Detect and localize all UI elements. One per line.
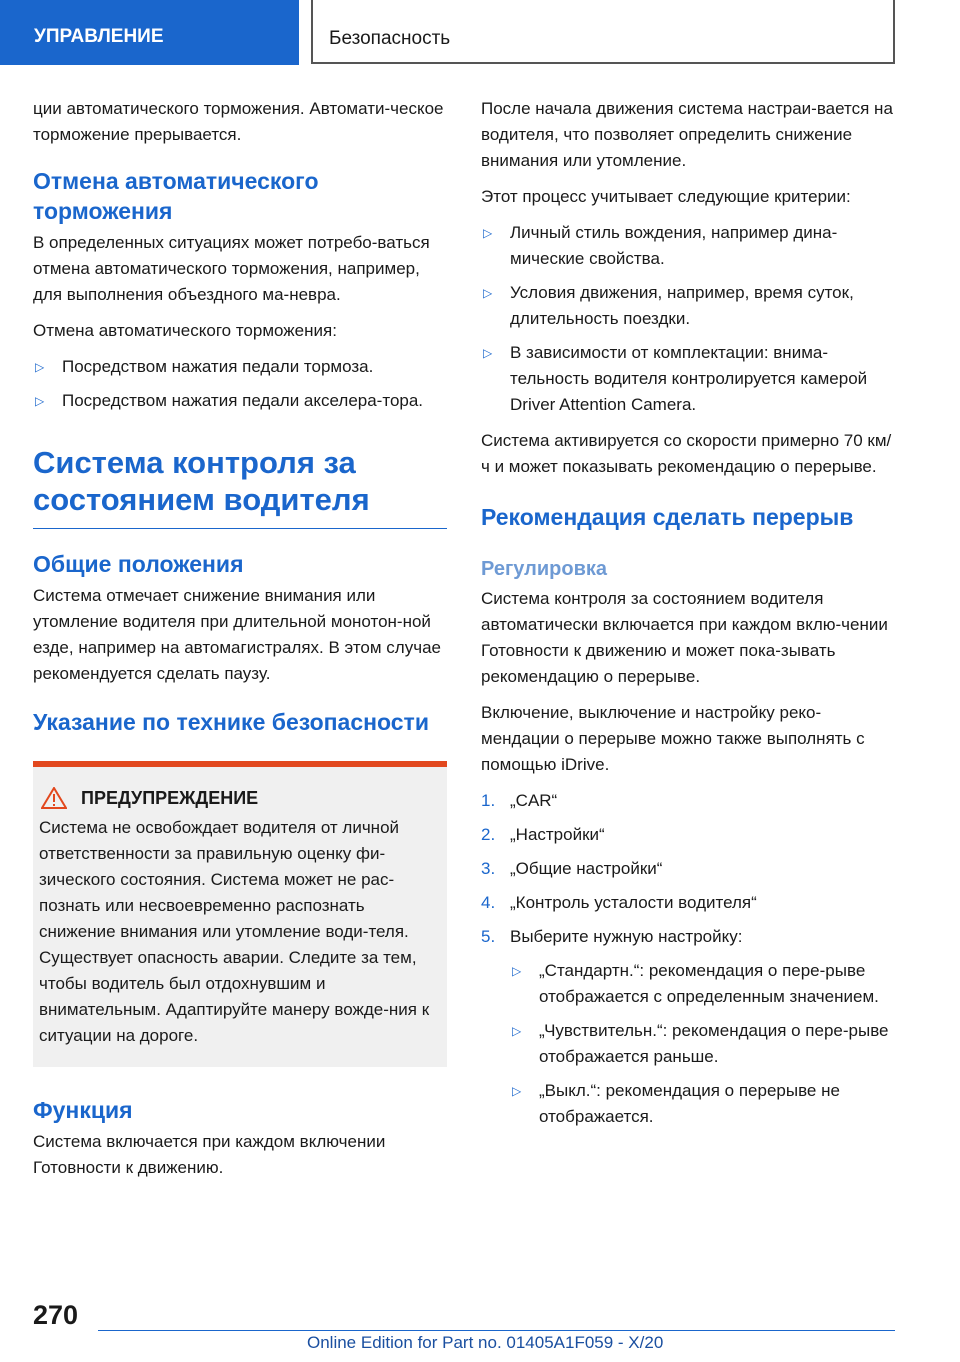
triangle-right-icon: ▷ (483, 226, 493, 240)
footer-edition-link[interactable]: Online Edition for Part no. 01405A1F059 - X/20 (307, 1333, 664, 1352)
list-item: ▷ Посредством нажатия педали тормоза. (33, 354, 447, 380)
triangle-right-icon: ▷ (512, 964, 522, 978)
steps-list (481, 788, 895, 1130)
criteria-list (481, 220, 895, 418)
adjustment-paragraph: Система контроля за состоянием водителя автоматически включается при каждом вклю-чении Готовности к движению и может пока-зывать рекомендацию о перерыве. (481, 589, 888, 686)
heading-safety: Указание по технике безопасности (33, 709, 429, 735)
triangle-right-icon: ▷ (512, 1024, 522, 1038)
heading-general: Общие положения (33, 551, 244, 577)
list-item: ▷ В зависимости от комплектации: внима-тельность водителя контролируется камерой Driver Attention Camera. (481, 340, 895, 418)
list-item: ▷ Личный стиль вождения, например дина-мические свойства. (481, 220, 895, 272)
footer-divider (98, 1330, 895, 1331)
function-paragraph: Система включается при каждом включении Готовности к движению. (33, 1132, 386, 1177)
right-column (481, 96, 895, 1140)
step-item: 2. „Настройки“ (481, 825, 605, 844)
step-item: 5. Выберите нужную настройку: ▷ „Стандартн.“: рекомендация о пере-рыве отображается с определенным значением. ▷ „Чувствительн.“: рекомендация о пере-рыве отображается раньше. ▷ „Выкл.“: рекомендация о перерыве не отображается. (481, 924, 895, 1130)
triangle-right-icon: ▷ (483, 346, 493, 360)
heading-function: Функция (33, 1097, 133, 1123)
triangle-right-icon: ▷ (35, 360, 45, 374)
step-item: 3. „Общие настройки“ (481, 859, 663, 878)
triangle-right-icon: ▷ (483, 286, 493, 300)
warning-header (41, 787, 441, 809)
warning-triangle-icon (41, 787, 67, 809)
heading-driver-monitoring: Система контроля за состоянием водителя (33, 444, 447, 529)
triangle-right-icon: ▷ (512, 1084, 522, 1098)
heading-cancel-braking: Отмена автоматического торможения (33, 168, 319, 224)
cancel-paragraph: В определенных ситуациях может потребо-ваться отмена автоматического торможения, например, для выполнения объездного ма-невра. (33, 233, 430, 304)
intro-paragraph: ции автоматического торможения. Автомати-ческое торможение прерывается. (33, 99, 444, 144)
general-paragraph: Система отмечает снижение внимания или утомление водителя при длительной монотон-ной езде, например на автомагистралях. В этом случае рекомендуется сделать паузу. (33, 586, 441, 683)
heading-adjustment: Регулировка (481, 558, 608, 580)
warning-text: Система не освобождает водителя от личной ответственности за правильную оценку фи-зического состояния. Система может не рас-познать или несвоевременно распознать снижение внимания или утомление води-теля. Существует опасность аварии. Следите за тем, чтобы водитель был отдохнувшим и внимательным. Адаптируйте манеру вожде-ния к ситуации на дороге. (39, 818, 430, 1045)
warning-box (33, 761, 447, 1067)
heading-break-recommendation: Рекомендация сделать перерыв (481, 504, 854, 530)
adapt-paragraph: После начала движения система настраи-вается на водителя, что позволяет определить снижение внимания или утомление. (481, 99, 893, 170)
list-item: ▷ „Стандартн.“: рекомендация о пере-рыве отображается с определенным значением. (510, 958, 895, 1010)
cancel-paragraph-2: Отмена автоматического торможения: (33, 321, 337, 340)
step-item: 1. „CAR“ (481, 791, 558, 810)
list-item: ▷ Условия движения, например, время суток, длительность поездки. (481, 280, 895, 332)
section-tab: УПРАВЛЕНИЕ (0, 0, 299, 65)
left-column (33, 96, 447, 1191)
list-item: ▷ „Чувствительн.“: рекомендация о пере-рыве отображается раньше. (510, 1018, 895, 1070)
cancel-list (33, 354, 447, 414)
warning-label: ПРЕДУПРЕЖДЕНИЕ (81, 787, 259, 808)
triangle-right-icon: ▷ (35, 394, 45, 408)
page-number: 270 (33, 1300, 79, 1330)
activation-paragraph: Система активируется со скорости примерно 70 км/ч и может показывать рекомендацию о перерыве. (481, 431, 892, 476)
page-section-title: Безопасность (311, 0, 895, 64)
idrive-paragraph: Включение, выключение и настройку реко-мендации о перерыве можно также выполнять с помощью iDrive. (481, 703, 865, 774)
list-item: ▷ „Выкл.“: рекомендация о перерыве не отображается. (510, 1078, 895, 1130)
options-list (510, 958, 895, 1130)
step-item: 4. „Контроль усталости водителя“ (481, 893, 757, 912)
list-item: ▷ Посредством нажатия педали акселера-тора. (33, 388, 447, 414)
criteria-paragraph: Этот процесс учитывает следующие критерии: (481, 187, 851, 206)
